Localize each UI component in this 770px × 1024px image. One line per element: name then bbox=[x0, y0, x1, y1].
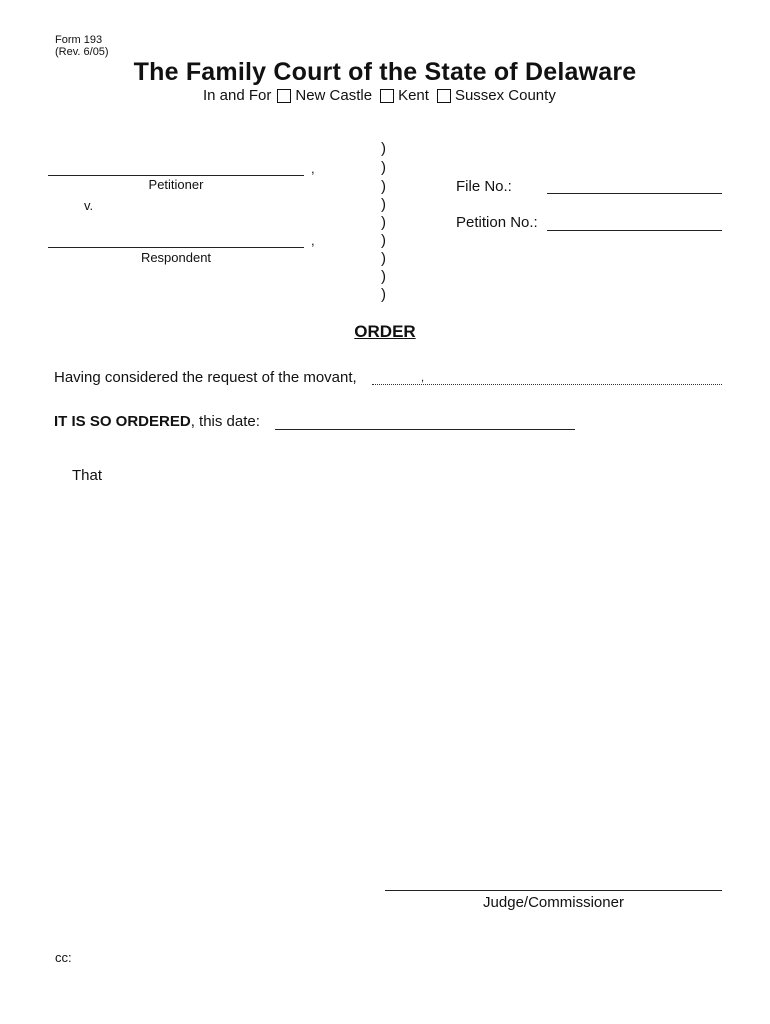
respondent-comma: , bbox=[311, 233, 315, 248]
petitioner-name-line[interactable] bbox=[48, 175, 304, 176]
court-title: The Family Court of the State of Delaware bbox=[133, 58, 637, 86]
file-no-line[interactable] bbox=[547, 193, 722, 194]
caption-paren: ) bbox=[381, 178, 386, 195]
in-and-for-label: In and For bbox=[203, 87, 272, 104]
respondent-name-line[interactable] bbox=[48, 247, 304, 248]
that-text: That bbox=[72, 467, 103, 484]
caption-paren: ) bbox=[381, 214, 386, 231]
order-date-line[interactable] bbox=[275, 429, 575, 430]
file-no-label: File No.: bbox=[456, 178, 512, 195]
ordered-bold-text: IT IS SO ORDERED bbox=[54, 413, 191, 430]
caption-paren: ) bbox=[381, 140, 386, 157]
petitioner-label: Petitioner bbox=[148, 177, 204, 192]
new-castle-label: New Castle bbox=[295, 87, 373, 104]
movant-comma: , bbox=[421, 372, 425, 384]
cc-label: cc: bbox=[55, 950, 72, 965]
signature-line[interactable] bbox=[385, 890, 722, 891]
caption-paren: ) bbox=[381, 232, 386, 249]
kent-label: Kent bbox=[398, 87, 429, 104]
caption-paren: ) bbox=[381, 250, 386, 267]
petition-no-line[interactable] bbox=[547, 230, 722, 231]
new-castle-checkbox[interactable] bbox=[277, 89, 291, 103]
considered-text: Having considered the request of the movant, bbox=[54, 369, 357, 386]
versus-label: v. bbox=[84, 198, 94, 213]
judge-commissioner-label: Judge/Commissioner bbox=[483, 894, 624, 911]
form-revision: (Rev. 6/05) bbox=[55, 46, 109, 58]
movant-name-line[interactable] bbox=[372, 384, 722, 385]
caption-paren: ) bbox=[381, 286, 386, 303]
sussex-county-label: Sussex County bbox=[454, 87, 556, 104]
kent-checkbox[interactable] bbox=[380, 89, 394, 103]
petitioner-comma: , bbox=[311, 161, 315, 176]
sussex-county-checkbox[interactable] bbox=[437, 89, 451, 103]
ordered-statement bbox=[54, 413, 260, 430]
petition-no-label: Petition No.: bbox=[456, 214, 538, 231]
caption-paren: ) bbox=[381, 268, 386, 285]
ordered-date-text: , this date: bbox=[190, 413, 260, 430]
respondent-label: Respondent bbox=[140, 250, 212, 265]
form-number: Form 193 bbox=[55, 34, 103, 46]
caption-paren: ) bbox=[381, 159, 386, 176]
order-heading: ORDER bbox=[354, 322, 416, 341]
county-selection-row bbox=[203, 87, 556, 104]
caption-paren: ) bbox=[381, 196, 386, 213]
